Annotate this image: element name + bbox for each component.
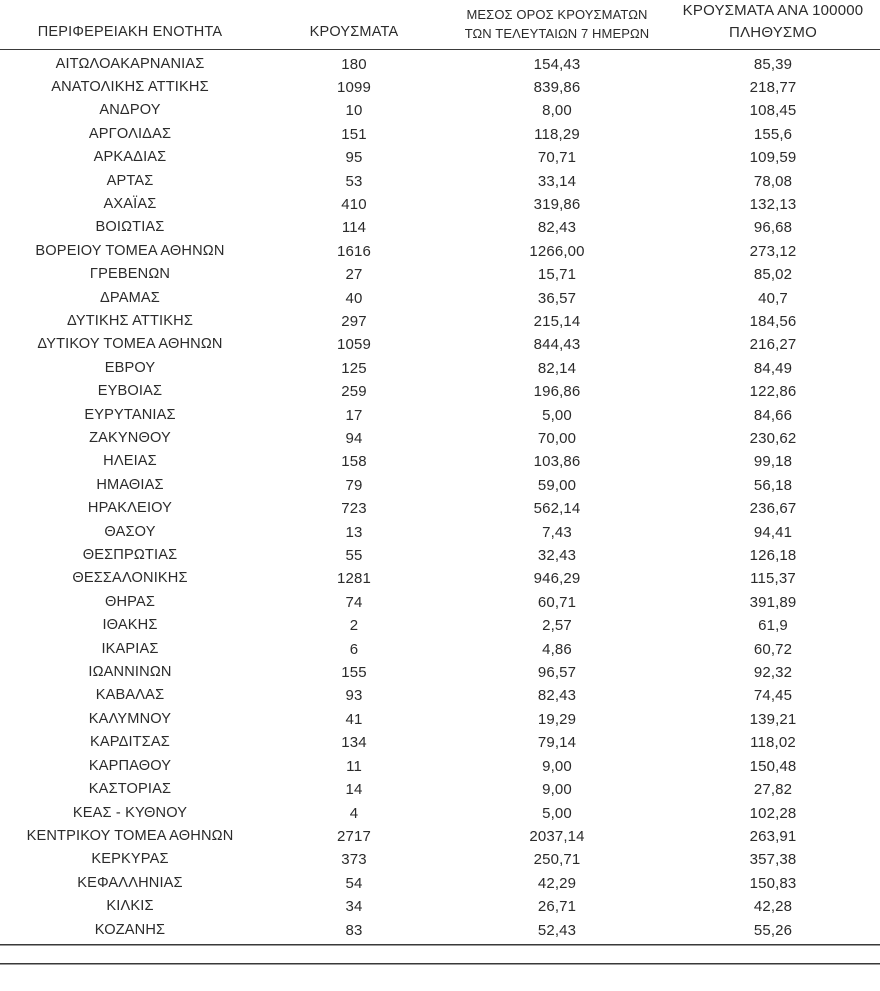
cell-per100k: 56,18 xyxy=(753,476,793,494)
cell-region: ΚΑΡΠΑΘΟΥ xyxy=(88,757,172,774)
cell-avg7day: 196,86 xyxy=(533,383,581,401)
cell-per100k: 218,77 xyxy=(749,78,797,96)
cell-cases: 1059 xyxy=(337,336,371,354)
cell-per100k: 115,37 xyxy=(750,570,796,588)
cell-avg7day: 70,00 xyxy=(537,430,577,447)
cell-region: ΔΥΤΙΚΗΣ ΑΤΤΙΚΗΣ xyxy=(67,312,193,329)
cell-cases: 1099 xyxy=(337,78,371,96)
cell-per100k: 84,49 xyxy=(753,359,793,377)
cell-region: ΚΕΑΣ - ΚΥΘΝΟΥ xyxy=(72,804,188,821)
table-row xyxy=(0,755,880,778)
table-row xyxy=(0,591,880,614)
cell-avg7day: 79,14 xyxy=(537,734,577,752)
cell-region: ΕΥΡΥΤΑΝΙΑΣ xyxy=(84,406,176,423)
table-row xyxy=(0,263,880,286)
cell-cases: 17 xyxy=(345,406,363,424)
cell-cases: 180 xyxy=(341,55,367,73)
cell-per100k: 216,27 xyxy=(749,336,797,354)
cell-avg7day: 154,43 xyxy=(533,55,581,73)
cell-per100k: 108,45 xyxy=(749,102,797,120)
cell-per100k: 184,56 xyxy=(749,312,797,330)
column-header-per100k-line2: ΠΛΗΘΥΣΜΟ xyxy=(729,23,817,41)
cell-per100k: 263,91 xyxy=(749,827,797,845)
cell-region: ΚΟΖΑΝΗΣ xyxy=(94,921,166,938)
table-row xyxy=(0,614,880,637)
cell-avg7day: 32,43 xyxy=(537,547,577,565)
cell-cases: 13 xyxy=(345,523,363,541)
cell-avg7day: 7,43 xyxy=(542,523,572,541)
cell-per100k: 74,45 xyxy=(753,687,793,705)
cell-avg7day: 82,43 xyxy=(537,219,577,237)
cell-cases: 27 xyxy=(345,266,363,284)
table-row xyxy=(0,310,880,333)
cell-avg7day: 19,29 xyxy=(537,710,577,728)
cell-per100k: 236,67 xyxy=(749,500,797,518)
cell-cases: 6 xyxy=(349,640,359,658)
cell-per100k: 61,9 xyxy=(758,617,788,635)
cell-per100k: 150,83 xyxy=(749,874,797,892)
cell-avg7day: 1266,00 xyxy=(529,242,585,260)
table-row xyxy=(0,76,880,99)
table-row xyxy=(0,802,880,825)
table-row xyxy=(0,123,880,146)
cell-cases: 95 xyxy=(345,149,363,167)
cell-cases: 134 xyxy=(341,734,367,752)
cell-cases: 1281 xyxy=(337,570,371,588)
cell-per100k: 150,48 xyxy=(749,757,797,775)
cell-region: ΗΛΕΙΑΣ xyxy=(103,453,157,470)
table-row xyxy=(0,684,880,707)
cell-region: ΕΒΡΟΥ xyxy=(104,359,156,376)
cell-cases: 410 xyxy=(341,195,367,213)
cell-per100k: 118,02 xyxy=(750,734,796,752)
cell-avg7day: 2037,14 xyxy=(529,827,585,845)
cell-avg7day: 215,14 xyxy=(533,312,581,330)
column-header-cases xyxy=(260,0,448,49)
cell-cases: 74 xyxy=(345,593,363,611)
cell-region: ΑΝΑΤΟΛΙΚΗΣ ΑΤΤΙΚΗΣ xyxy=(51,78,209,95)
cell-region: ΚΕΡΚΥΡΑΣ xyxy=(91,851,169,868)
table-row xyxy=(0,333,880,356)
cell-cases: 373 xyxy=(341,851,367,869)
cell-avg7day: 33,14 xyxy=(537,172,577,190)
table-row xyxy=(0,521,880,544)
cell-avg7day: 42,29 xyxy=(537,874,577,892)
cell-region: ΚΑΣΤΟΡΙΑΣ xyxy=(88,781,172,798)
cell-per100k: 40,7 xyxy=(758,289,788,307)
cell-region: ΚΕΝΤΡΙΚΟΥ ΤΟΜΕΑ ΑΘΗΝΩΝ xyxy=(26,827,234,844)
cell-region: ΚΑΡΔΙΤΣΑΣ xyxy=(90,734,170,751)
cell-per100k: 230,62 xyxy=(749,430,797,447)
cell-per100k: 55,26 xyxy=(753,921,793,939)
cell-per100k: 78,08 xyxy=(753,172,793,190)
cell-avg7day: 8,00 xyxy=(542,102,572,120)
table-row xyxy=(0,638,880,661)
cell-cases: 40 xyxy=(345,289,363,307)
cell-cases: 14 xyxy=(345,781,363,799)
cell-region: ΑΡΤΑΣ xyxy=(106,172,154,189)
cell-cases: 55 xyxy=(345,547,363,565)
column-header-avg7day-line1: ΜΕΣΟΣ ΟΡΟΣ ΚΡΟΥΣΜΑΤΩΝ xyxy=(466,6,648,22)
cell-cases: 83 xyxy=(345,921,363,939)
cell-avg7day: 844,43 xyxy=(533,336,581,354)
cell-avg7day: 82,43 xyxy=(537,687,577,705)
cell-cases: 53 xyxy=(345,172,363,190)
cell-per100k: 27,82 xyxy=(753,781,793,799)
table-row xyxy=(0,497,880,520)
table-row xyxy=(0,731,880,754)
bottom-rule-gap xyxy=(0,946,880,963)
cell-cases: 259 xyxy=(341,383,367,401)
table-row xyxy=(0,848,880,871)
cell-cases: 1616 xyxy=(337,242,371,260)
table-bottom-rules xyxy=(0,944,880,965)
cell-region: ΚΑΒΑΛΑΣ xyxy=(95,687,165,704)
cell-region: ΓΡΕΒΕΝΩΝ xyxy=(89,266,171,283)
cell-region: ΑΡΚΑΔΙΑΣ xyxy=(93,149,167,166)
cell-per100k: 122,86 xyxy=(749,383,797,401)
table-row xyxy=(0,99,880,122)
cell-per100k: 139,21 xyxy=(749,710,797,728)
cell-region: ΘΕΣΠΡΩΤΙΑΣ xyxy=(82,547,178,564)
table-row xyxy=(0,661,880,684)
cell-cases: 41 xyxy=(345,710,363,728)
cell-cases: 114 xyxy=(341,219,367,237)
cell-region: ΑΧΑΪΑΣ xyxy=(103,195,157,212)
cell-region: ΘΑΣΟΥ xyxy=(104,523,156,540)
cell-cases: 158 xyxy=(341,453,367,471)
cell-cases: 297 xyxy=(341,312,367,330)
table-row xyxy=(0,287,880,310)
cell-avg7day: 118,29 xyxy=(534,125,580,143)
cell-region: ΗΡΑΚΛΕΙΟΥ xyxy=(87,500,173,517)
column-header-per100k-line1: ΚΡΟΥΣΜΑΤΑ ΑΝΑ 100000 xyxy=(682,2,864,19)
cell-avg7day: 562,14 xyxy=(533,500,581,518)
table-row xyxy=(0,404,880,427)
cell-cases: 11 xyxy=(346,757,362,775)
bottom-rule-second xyxy=(0,963,880,965)
table-row xyxy=(0,919,880,942)
cell-per100k: 92,32 xyxy=(753,664,793,682)
table-row xyxy=(0,708,880,731)
cell-cases: 79 xyxy=(345,476,363,494)
cell-avg7day: 9,00 xyxy=(542,781,572,799)
column-header-cases-label: ΚΡΟΥΣΜΑΤΑ xyxy=(309,24,399,41)
cell-region: ΖΑΚΥΝΘΟΥ xyxy=(89,430,171,446)
cell-per100k: 357,38 xyxy=(749,851,797,869)
cell-avg7day: 96,57 xyxy=(537,664,577,682)
cell-avg7day: 9,00 xyxy=(542,757,572,775)
cell-per100k: 391,89 xyxy=(749,593,797,611)
cell-per100k: 273,12 xyxy=(749,242,797,260)
column-header-region-label: ΠΕΡΙΦΕΡΕΙΑΚΗ ΕΝΟΤΗΤΑ xyxy=(37,24,223,41)
cell-avg7day: 59,00 xyxy=(537,476,577,494)
cell-cases: 723 xyxy=(341,500,367,518)
cell-per100k: 94,41 xyxy=(753,523,793,541)
cell-region: ΙΘΑΚΗΣ xyxy=(102,617,158,634)
table-row xyxy=(0,450,880,473)
table-row xyxy=(0,895,880,918)
cell-per100k: 99,18 xyxy=(753,453,793,471)
cell-avg7day: 2,57 xyxy=(542,617,572,635)
table-row xyxy=(0,380,880,403)
cell-cases: 10 xyxy=(345,102,363,120)
table-header-row xyxy=(0,0,880,49)
table-row xyxy=(0,170,880,193)
cell-per100k: 85,02 xyxy=(753,266,793,284)
cell-region: ΚΙΛΚΙΣ xyxy=(106,898,154,915)
cell-cases: 94 xyxy=(345,430,363,447)
cell-per100k: 109,59 xyxy=(749,149,797,167)
cell-cases: 4 xyxy=(349,804,359,822)
table-row xyxy=(0,53,880,76)
cell-per100k: 60,72 xyxy=(753,640,793,658)
cell-cases: 54 xyxy=(345,874,363,892)
table-row xyxy=(0,474,880,497)
cell-region: ΑΙΤΩΛΟΑΚΑΡΝΑΝΙΑΣ xyxy=(55,55,205,72)
cell-avg7day: 82,14 xyxy=(537,359,577,377)
cell-avg7day: 5,00 xyxy=(542,804,572,822)
table-row xyxy=(0,240,880,263)
cell-per100k: 42,28 xyxy=(753,898,793,916)
cell-cases: 34 xyxy=(345,898,363,916)
cell-region: ΑΝΔΡΟΥ xyxy=(99,102,161,119)
cell-region: ΔΡΑΜΑΣ xyxy=(100,289,160,306)
cell-avg7day: 60,71 xyxy=(537,593,577,611)
table-row xyxy=(0,357,880,380)
cell-cases: 2 xyxy=(349,617,359,635)
cell-avg7day: 839,86 xyxy=(533,78,581,96)
cell-avg7day: 26,71 xyxy=(537,898,577,916)
table-row xyxy=(0,778,880,801)
cell-avg7day: 103,86 xyxy=(533,453,581,471)
cell-avg7day: 5,00 xyxy=(542,406,572,424)
cell-region: ΑΡΓΟΛΙΔΑΣ xyxy=(88,125,172,142)
cell-region: ΙΩΑΝΝΙΝΩΝ xyxy=(88,664,172,681)
cell-per100k: 84,66 xyxy=(753,406,793,424)
cell-avg7day: 4,86 xyxy=(542,640,572,658)
column-header-avg7day-line2: ΤΩΝ ΤΕΛΕΥΤΑΙΩΝ 7 ΗΜΕΡΩΝ xyxy=(464,25,650,41)
cell-region: ΘΗΡΑΣ xyxy=(104,593,156,610)
cell-region: ΒΟΡΕΙΟΥ ΤΟΜΕΑ ΑΘΗΝΩΝ xyxy=(35,242,225,259)
cell-region: ΕΥΒΟΙΑΣ xyxy=(97,383,163,400)
cell-avg7day: 319,86 xyxy=(533,195,581,213)
cell-avg7day: 250,71 xyxy=(533,851,581,869)
table-row xyxy=(0,825,880,848)
table-header xyxy=(0,0,880,53)
column-header-avg7day xyxy=(448,0,666,49)
cell-avg7day: 70,71 xyxy=(537,149,577,167)
column-header-per100k xyxy=(666,0,880,49)
cell-region: ΙΚΑΡΙΑΣ xyxy=(101,640,159,657)
cell-region: ΘΕΣΣΑΛΟΝΙΚΗΣ xyxy=(72,570,188,587)
table-body xyxy=(0,53,880,942)
cell-per100k: 126,18 xyxy=(749,547,797,565)
cell-cases: 151 xyxy=(341,125,367,143)
cell-cases: 125 xyxy=(341,359,367,377)
table-row xyxy=(0,872,880,895)
cell-per100k: 85,39 xyxy=(753,55,793,73)
cell-cases: 155 xyxy=(341,664,367,682)
table-row xyxy=(0,427,880,450)
table-row xyxy=(0,193,880,216)
cell-avg7day: 946,29 xyxy=(533,570,581,588)
table-row xyxy=(0,544,880,567)
cell-region: ΚΑΛΥΜΝΟΥ xyxy=(88,710,172,727)
cell-per100k: 132,13 xyxy=(749,195,797,213)
table-row xyxy=(0,567,880,590)
cell-region: ΗΜΑΘΙΑΣ xyxy=(96,476,164,493)
cell-avg7day: 52,43 xyxy=(537,921,577,939)
cell-avg7day: 15,71 xyxy=(537,266,577,284)
column-header-region xyxy=(0,0,260,49)
cell-region: ΚΕΦΑΛΛΗΝΙΑΣ xyxy=(77,874,183,891)
cell-region: ΒΟΙΩΤΙΑΣ xyxy=(95,219,165,236)
cell-cases: 93 xyxy=(345,687,363,705)
cell-region: ΔΥΤΙΚΟΥ ΤΟΜΕΑ ΑΘΗΝΩΝ xyxy=(37,336,223,353)
cell-per100k: 155,6 xyxy=(753,125,793,143)
table-row xyxy=(0,146,880,169)
cell-avg7day: 36,57 xyxy=(537,289,577,307)
cell-cases: 2717 xyxy=(337,827,371,845)
cell-per100k: 102,28 xyxy=(749,804,797,822)
cell-per100k: 96,68 xyxy=(753,219,793,237)
table-row xyxy=(0,216,880,239)
